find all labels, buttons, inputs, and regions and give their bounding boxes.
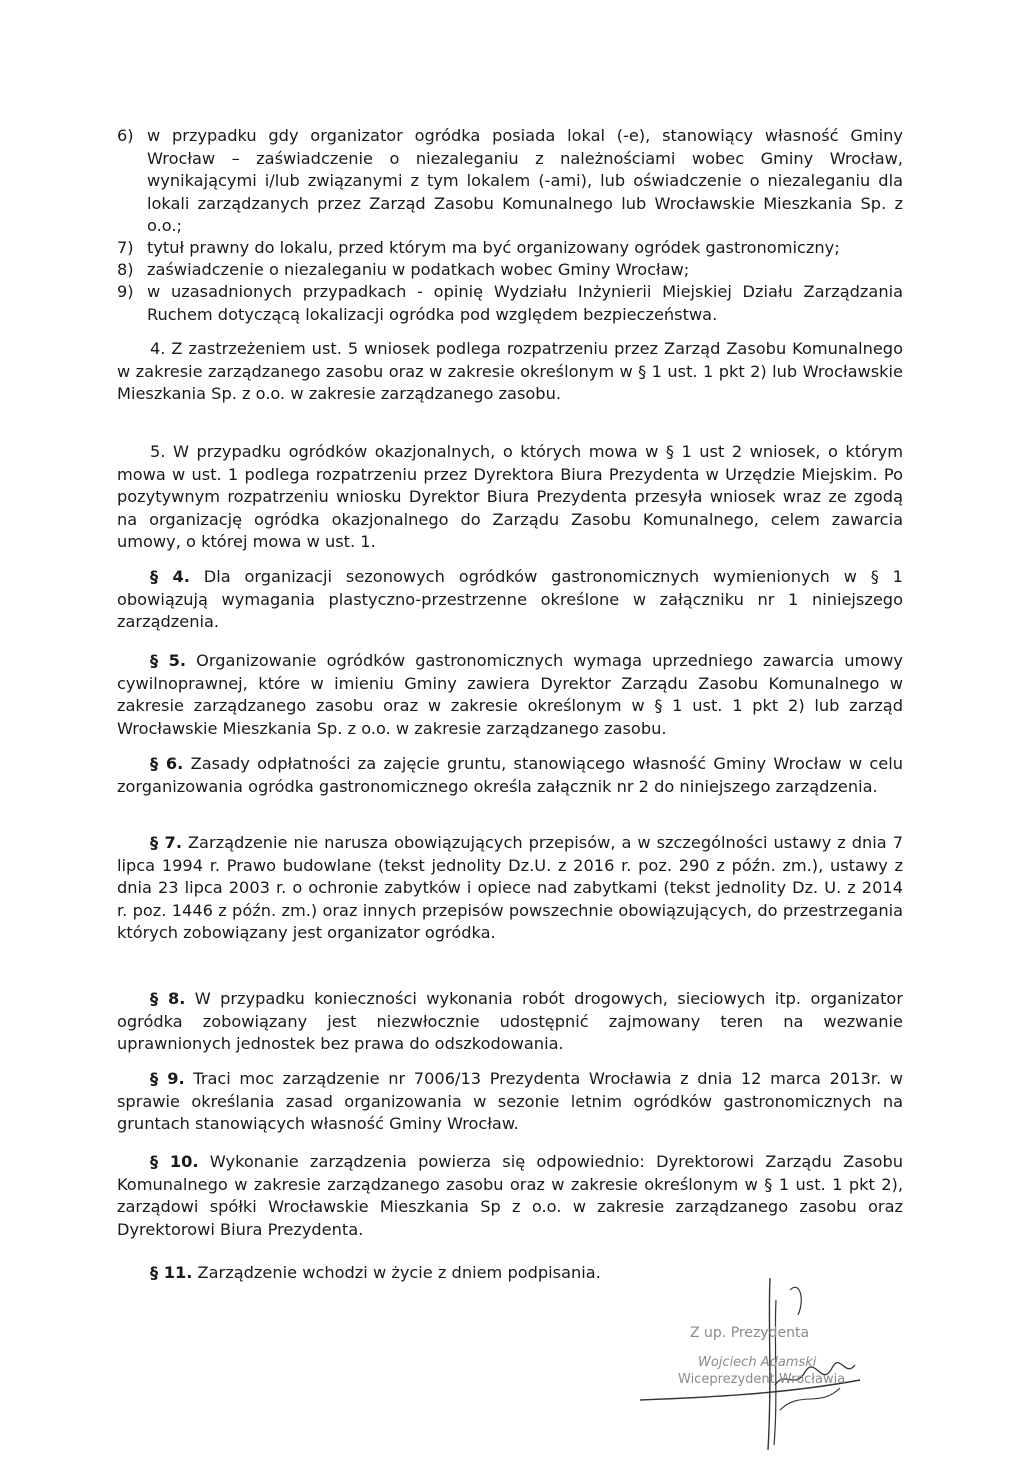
section-9 (117, 1068, 903, 1136)
section-8 (117, 988, 903, 1056)
section-5 (117, 650, 903, 740)
section-10 (117, 1151, 903, 1241)
list-text: zaświadczenie o niezaleganiu w podatkach wobec Gminy Wrocław; (147, 260, 690, 279)
paragraph-4: 4. Z zastrzeżeniem ust. 5 wniosek podlega rozpatrzeniu przez Zarząd Zasobu Komunalnego w zakresie zarządzanego zasobu oraz w zakresie określonym w § 1 ust. 1 pkt 2) lub Wrocławskie Mieszkania Sp. z o.o. w zakresie zarządzanego zasobu. (117, 339, 903, 403)
section-label: § 11. (150, 1263, 193, 1282)
list-number: 6) (117, 126, 134, 145)
list-item (117, 237, 903, 260)
section-text: Zarządzenie nie narusza obowiązujących przepisów, a w szczególności ustawy z dnia 7 lipca 1994 r. Prawo budowlane (tekst jednolity Dz.U. z 2016 r. poz. 290 z późn. zm.), ustawy z dnia 23 lipca 2003 r. o ochronie zabytków i opiece nad zabytkami (tekst jednolity Dz. U. z 2014 r. poz. 1446 z późn. zm.) oraz innych przepisów powszechnie obowiązujących, do przestrzegania których zobowiązany jest organizator ogródka. (117, 833, 903, 942)
list-text: tytuł prawny do lokalu, przed którym ma być organizowany ogródek gastronomiczny; (147, 238, 840, 257)
section-7 (117, 832, 903, 945)
section-text: Zasady odpłatności za zajęcie gruntu, stanowiącego własność Gminy Wrocław w celu zorganizowania ogródka gastronomicznego określa załącznik nr 2 do niniejszego zarządzenia. (117, 754, 903, 796)
section-text: Dla organizacji sezonowych ogródków gastronomicznych wymienionych w § 1 obowiązują wymagania plastyczno-przestrzenne określone w załączniku nr 1 niniejszego zarządzenia. (117, 567, 903, 631)
section-text: W przypadku konieczności wykonania robót drogowych, sieciowych itp. organizator ogródka zobowiązany jest niezwłocznie udostępnić zajmowany teren na wezwanie uprawnionych jednostek bez prawa do odszkodowania. (117, 989, 903, 1053)
section-text: Wykonanie zarządzenia powierza się odpowiednio: Dyrektorowi Zarządu Zasobu Komunalnego w zakresie zarządzanego zasobu oraz w zakresie określonym w § 1 ust. 1 pkt 2), zarządowi spółki Wrocławskie Mieszkania Sp z o.o. w zakresie zarządzanego zasobu oraz Dyrektorowi Biura Prezydenta. (117, 1152, 903, 1239)
list-text: w przypadku gdy organizator ogródka posiada lokal (-e), stanowiący własność Gminy Wrocław – zaświadczenie o niezaleganiu z należnościami wobec Gminy Wrocław, wynikającymi i/lub związanymi z tym lokalem (-ami), lub oświadczenie o niezaleganiu dla lokali zarządzanych przez Zarząd Zasobu Komunalnego lub Wrocławskie Mieszkania Sp. z o.o.; (147, 126, 903, 235)
section-4 (117, 566, 903, 634)
paragraph-5: 5. W przypadku ogródków okazjonalnych, o których mowa w § 1 ust 2 wniosek, o którym mowa w ust. 1 podlega rozpatrzeniu przez Dyrektora Biura Prezydenta w Urzędzie Miejskim. Po pozytywnym rozpatrzeniu wniosku Dyrektor Biura Prezydenta przesyła wniosek wraz ze zgodą na organizację ogródka okazjonalnego do Zarządu Zasobu Komunalnego, celem zawarcia umowy, o której mowa w ust. 1. (117, 442, 903, 551)
list-number: 9) (117, 282, 134, 301)
stamp-line-3: Wiceprezydent Wrocławia (678, 1372, 846, 1387)
signature-stamp (600, 1260, 900, 1460)
section-label: § 5. (150, 651, 187, 670)
list-item (117, 125, 903, 238)
section-label: § 7. (150, 833, 182, 852)
list-item (117, 281, 903, 326)
list-item (117, 259, 903, 282)
section-label: § 8. (150, 989, 186, 1008)
list-text: w uzasadnionych przypadkach - opinię Wydziału Inżynierii Miejskiej Działu Zarządzania Ruchem dotyczącą lokalizacji ogródka pod względem bezpieczeństwa. (147, 282, 903, 324)
section-label: § 6. (150, 754, 184, 773)
section-label: § 9. (150, 1069, 185, 1088)
list-number: 7) (117, 238, 134, 257)
section-text: Traci moc zarządzenie nr 7006/13 Prezydenta Wrocławia z dnia 12 marca 2013r. w sprawie określania zasad organizowania w sezonie letnim ogródków gastronomicznych na gruntach stanowiących własność Gminy Wrocław. (117, 1069, 903, 1133)
section-6 (117, 753, 903, 798)
list-number: 8) (117, 260, 134, 279)
section-text: Zarządzenie wchodzi w życie z dniem podpisania. (192, 1263, 601, 1282)
stamp-line-1: Z up. Prezydenta (690, 1325, 810, 1341)
stamp-line-2: Wojciech Adamski (698, 1355, 817, 1370)
section-text: Organizowanie ogródków gastronomicznych wymaga uprzedniego zawarcia umowy cywilnoprawnej, które w imieniu Gminy zawiera Dyrektor Zarządu Zasobu Komunalnego w zakresie zarządzanego zasobu oraz w zakresie określonym w § 1 ust. 1 pkt 2) lub zarząd Wrocławskie Mieszkania Sp. z o.o. w zakresie zarządzanego zasobu. (117, 651, 903, 738)
section-label: § 4. (150, 567, 190, 586)
section-label: § 10. (150, 1152, 199, 1171)
